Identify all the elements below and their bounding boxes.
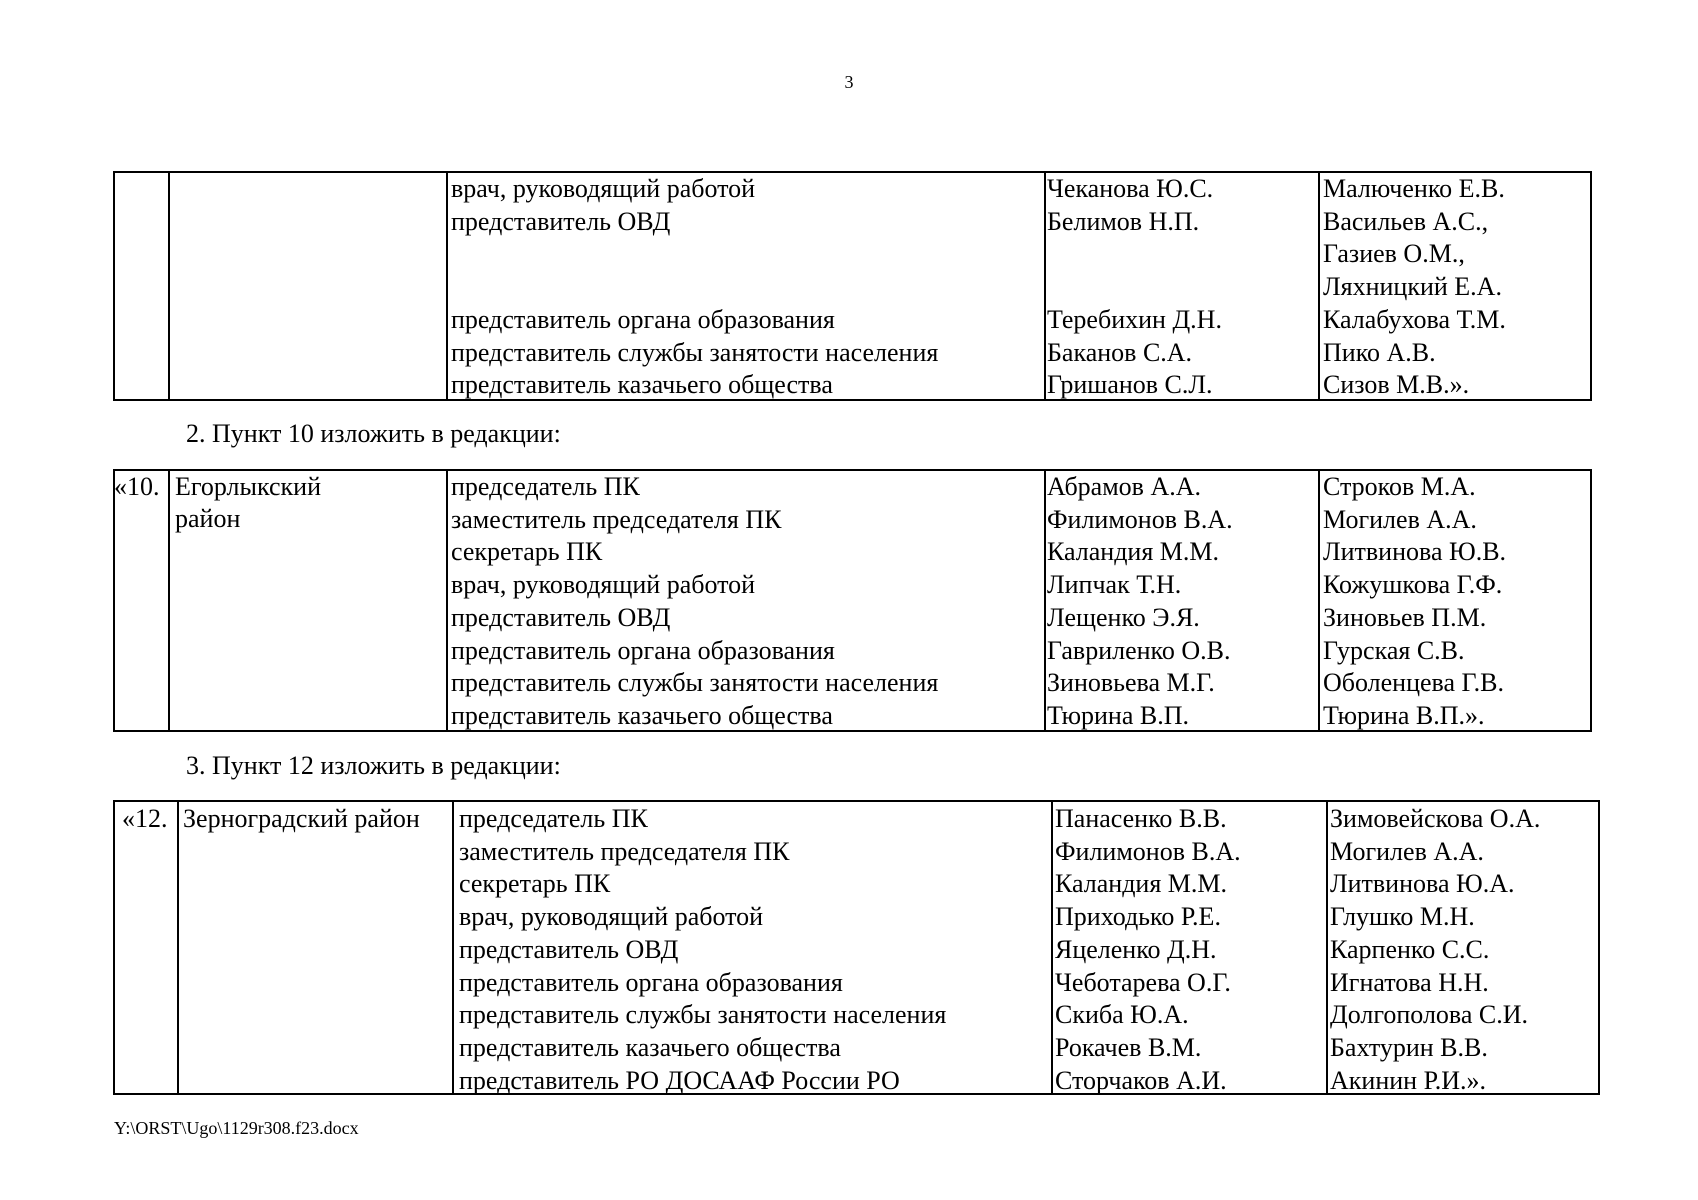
member-name: Рокачев В.М. [1055,1032,1202,1062]
member-role: представитель казачьего общества [451,370,833,400]
reserve-member-name: Карпенко С.С. [1330,934,1490,964]
column-divider [1318,471,1320,730]
file-path-footer: Y:\ORST\Ugo\1129r308.f23.docx [114,1118,359,1138]
column-divider [452,802,454,1093]
reserve-member-name: Зиновьев П.М. [1323,602,1487,632]
member-role: заместитель председателя ПК [459,836,790,866]
member-name: Зиновьева М.Г. [1047,668,1215,698]
member-name: Филимонов В.А. [1055,836,1241,866]
member-role: врач, руководящий работой [459,902,764,932]
reserve-member-name: Газиев О.М., [1323,239,1465,269]
reserve-member-name: Акинин Р.И.». [1330,1065,1487,1095]
paragraph-item-2: 2. Пункт 10 изложить в редакции: [186,419,561,448]
member-name: Баканов С.А. [1047,337,1193,367]
member-role: председатель ПК [451,472,640,501]
member-role: представитель службы занятости населения [451,337,939,367]
reserve-member-name: Сизов М.В.». [1323,370,1470,400]
member-name: Теребихин Д.Н. [1047,304,1222,334]
member-name: Лещенко Э.Я. [1047,602,1200,632]
reserve-member-name: Литвинова Ю.А. [1330,869,1515,899]
member-name: Панасенко В.В. [1055,804,1227,833]
reserve-member-name: Могилев А.А. [1323,504,1477,534]
district-name: Зерноградский район [183,804,420,833]
reserve-member-name: Оболенцева Г.В. [1323,668,1504,698]
member-name: Каландия М.М. [1055,869,1228,899]
member-name: Чеканова Ю.С. [1047,174,1214,203]
reserve-member-name: Васильев А.С., [1323,206,1489,236]
member-role: представитель органа образования [451,635,835,665]
district-name-continued: район [175,504,241,533]
column-divider [177,802,179,1093]
member-role: представитель службы занятости населения [459,1000,947,1030]
member-name: Филимонов В.А. [1047,504,1233,534]
member-role: представитель РО ДОСААФ России РО [459,1065,900,1095]
member-name: Чеботарева О.Г. [1055,967,1231,997]
reserve-member-name: Литвинова Ю.В. [1323,537,1507,567]
column-divider [1051,802,1053,1093]
column-divider [446,173,448,399]
member-role: врач, руководящий работой [451,570,756,600]
reserve-member-name: Тюрина В.П.». [1323,700,1485,730]
member-role: представитель службы занятости населения [451,668,939,698]
column-divider [168,471,170,730]
column-divider [1326,802,1328,1093]
member-role: заместитель председателя ПК [451,504,782,534]
member-role: врач, руководящий работой [451,174,756,203]
member-name: Тюрина В.П. [1047,700,1189,730]
reserve-member-name: Строков М.А. [1323,472,1476,501]
column-divider [1044,471,1046,730]
item-number: «10. [114,472,160,501]
member-name: Приходько Р.Е. [1055,902,1221,932]
reserve-member-name: Пико А.В. [1323,337,1436,367]
member-name: Абрамов А.А. [1047,472,1202,501]
item-number: «12. [122,804,168,833]
member-name: Гришанов С.Л. [1047,370,1213,400]
member-name: Яцеленко Д.Н. [1055,934,1217,964]
member-role: представитель казачьего общества [451,700,833,730]
reserve-member-name: Могилев А.А. [1330,836,1484,866]
member-role: представитель ОВД [451,602,671,632]
reserve-member-name: Зимовейскова О.А. [1330,804,1541,833]
member-name: Скиба Ю.А. [1055,1000,1189,1030]
member-role: представитель ОВД [451,206,671,236]
reserve-member-name: Ляхницкий Е.А. [1323,272,1502,302]
member-role: представитель органа образования [451,304,835,334]
column-divider [168,173,170,399]
reserve-member-name: Глушко М.Н. [1330,902,1475,932]
reserve-member-name: Калабухова Т.М. [1323,304,1506,334]
reserve-member-name: Игнатова Н.Н. [1330,967,1489,997]
member-role: представитель казачьего общества [459,1032,841,1062]
member-name: Сторчаков А.И. [1055,1065,1227,1095]
member-role: секретарь ПК [459,869,611,899]
member-role: представитель органа образования [459,967,843,997]
column-divider [1318,173,1320,399]
reserve-member-name: Долгополова С.И. [1330,1000,1529,1030]
reserve-member-name: Бахтурин В.В. [1330,1032,1488,1062]
member-role: председатель ПК [459,804,648,833]
member-name: Каландия М.М. [1047,537,1220,567]
district-name: Егорлыкский [175,472,321,501]
member-role: секретарь ПК [451,537,603,567]
member-name: Липчак Т.Н. [1047,570,1182,600]
reserve-member-name: Малюченко Е.В. [1323,174,1505,203]
member-name: Белимов Н.П. [1047,206,1200,236]
reserve-member-name: Гурская С.В. [1323,635,1465,665]
column-divider [1044,173,1046,399]
reserve-member-name: Кожушкова Г.Ф. [1323,570,1503,600]
column-divider [446,471,448,730]
page-number: 3 [844,72,854,92]
member-name: Гавриленко О.В. [1047,635,1231,665]
member-role: представитель ОВД [459,934,679,964]
paragraph-item-3: 3. Пункт 12 изложить в редакции: [186,751,561,780]
